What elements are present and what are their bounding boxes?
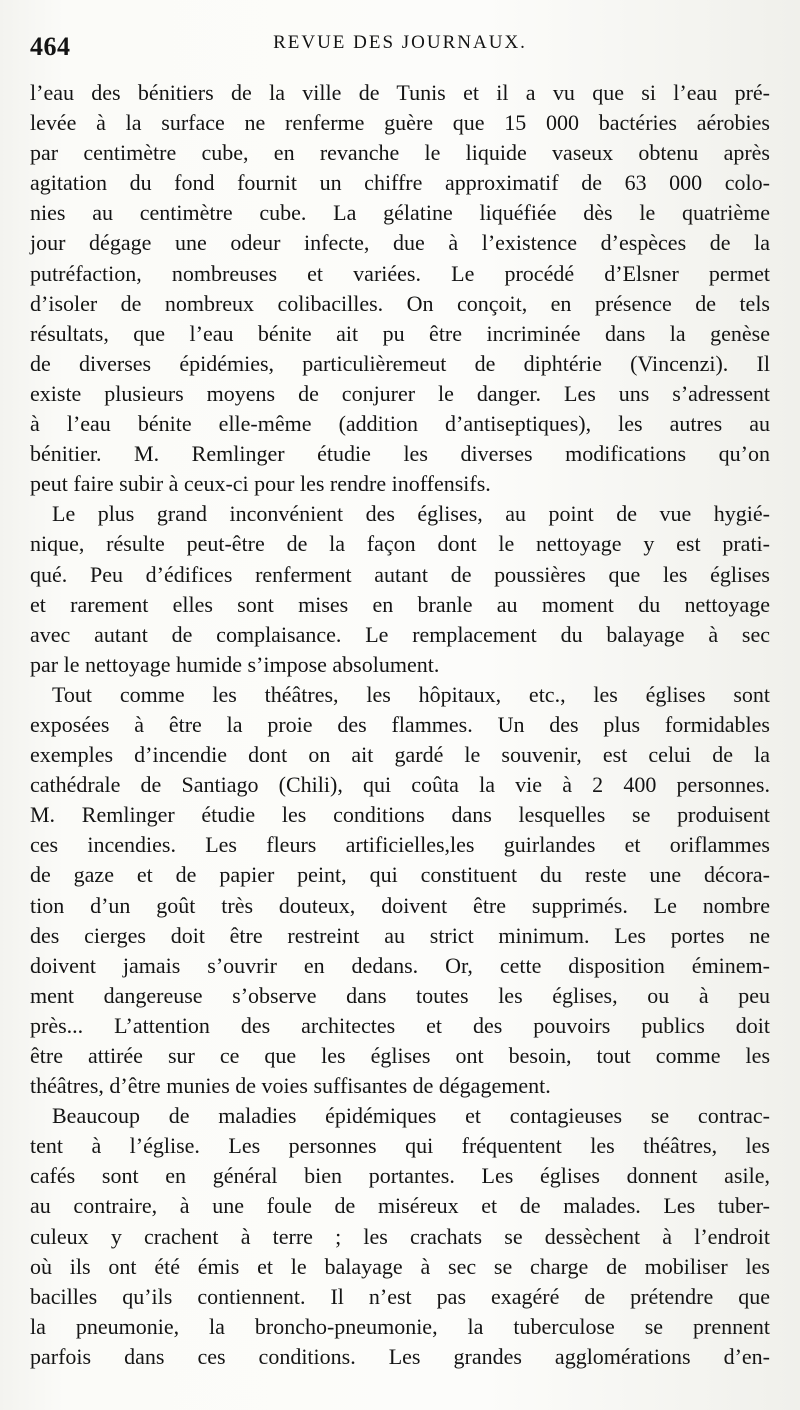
text-line: qué. Peu d’édifices renferment autant de poussières que les églises (30, 561, 770, 587)
text-line: putréfaction, nombreuses et variées. Le procédé d’Elsner permet (30, 260, 770, 286)
text-line: ces incendies. Les fleurs artificielles,les guirlandes et oriflammes (30, 832, 770, 858)
text-line: ment dangereuse s’observe dans toutes les églises, ou à peu (30, 982, 770, 1008)
text-line: où ils ont été émis et le balayage à sec se charge de mobiliser les (30, 1253, 770, 1279)
text-line: d’isoler de nombreux colibacilles. On conçoit, en présence de tels (30, 290, 770, 316)
paragraph-first-line: Le plus grand inconvénient des églises, au point de vue hygié- (52, 501, 770, 527)
text-line: existe plusieurs moyens de conjurer le danger. Les uns s’adressent (30, 380, 770, 406)
text-line: cafés sont en général bien portantes. Les églises donnent asile, (30, 1163, 770, 1189)
text-line: jour dégage une odeur infecte, due à l’existence d’espèces de la (30, 230, 770, 256)
page-number: 464 (30, 32, 71, 61)
running-head: REVUE DES JOURNAUX. (273, 32, 527, 53)
text-line: culeux y crachent à terre ; les crachats se dessèchent à l’endroit (30, 1223, 770, 1249)
page-header (30, 30, 770, 64)
text-line: l’eau des bénitiers de la ville de Tunis et il a vu que si l’eau pré- (30, 80, 770, 105)
text-line: bénitier. M. Remlinger étudie les diverses modifications qu’on (30, 441, 770, 467)
text-line: par centimètre cube, en revanche le liquide vaseux obtenu après (30, 140, 770, 166)
text-line: de gaze et de papier peint, qui constituent du reste une décora- (30, 862, 770, 888)
text-line: exposées à être la proie des flammes. Un des plus formidables (30, 711, 770, 737)
text-line: nique, résulte peut-être de la façon dont le nettoyage y est prati- (30, 531, 770, 557)
body-text (30, 78, 770, 1372)
text-line: être attirée sur ce que les églises ont besoin, tout comme les (30, 1043, 770, 1068)
text-line: la pneumonie, la broncho-pneumonie, la tuberculose se prennent (30, 1313, 770, 1339)
text-line: tent à l’église. Les personnes qui fréquentent les théâtres, les (30, 1133, 770, 1159)
paragraph-first-line: Tout comme les théâtres, les hôpitaux, etc., les églises sont (52, 681, 770, 707)
text-line: théâtres, d’être munies de voies suffisantes de dégagement. (30, 1073, 551, 1099)
text-line: doivent jamais s’ouvrir en dedans. Or, cette disposition éminem- (30, 952, 770, 978)
text-line: agitation du fond fournit un chiffre approximatif de 63 000 colo- (30, 170, 770, 196)
text-line: levée à la surface ne renferme guère que 15 000 bactéries aérobies (30, 110, 770, 136)
text-line: M. Remlinger étudie les conditions dans lesquelles se produisent (30, 802, 770, 828)
text-line: cathédrale de Santiago (Chili), qui coûta la vie à 2 400 personnes. (30, 772, 770, 798)
text-line: et rarement elles sont mises en branle au moment du nettoyage (30, 591, 770, 617)
text-line: au contraire, à une foule de miséreux et de malades. Les tuber- (30, 1193, 770, 1219)
text-line: résultats, que l’eau bénite ait pu être incriminée dans la genèse (30, 320, 770, 346)
text-line: parfois dans ces conditions. Les grandes agglomérations d’en- (30, 1343, 770, 1369)
text-line: exemples d’incendie dont on ait gardé le souvenir, est celui de la (30, 742, 770, 768)
text-line: peut faire subir à ceux-ci pour les rendre inoffensifs. (30, 471, 491, 497)
text-line: à l’eau bénite elle-même (addition d’antiseptiques), les autres au (30, 411, 770, 437)
text-line: des cierges doit être restreint au strict minimum. Les portes ne (30, 922, 770, 948)
text-line: par le nettoyage humide s’impose absolument. (30, 651, 440, 677)
text-line: bacilles qu’ils contiennent. Il n’est pas exagéré de prétendre que (30, 1283, 770, 1309)
text-line: de diverses épidémies, particulièremeut de diphtérie (Vincenzi). Il (30, 350, 770, 376)
text-line: tion d’un goût très douteux, doivent être supprimés. Le nombre (30, 892, 770, 918)
text-line: nies au centimètre cube. La gélatine liquéfiée dès le quatrième (30, 200, 770, 226)
text-line: près... L’attention des architectes et des pouvoirs publics doit (30, 1012, 770, 1038)
paragraph-first-line: Beaucoup de maladies épidémiques et contagieuses se contrac- (52, 1103, 770, 1129)
text-line: avec autant de complaisance. Le remplacement du balayage à sec (30, 621, 770, 647)
